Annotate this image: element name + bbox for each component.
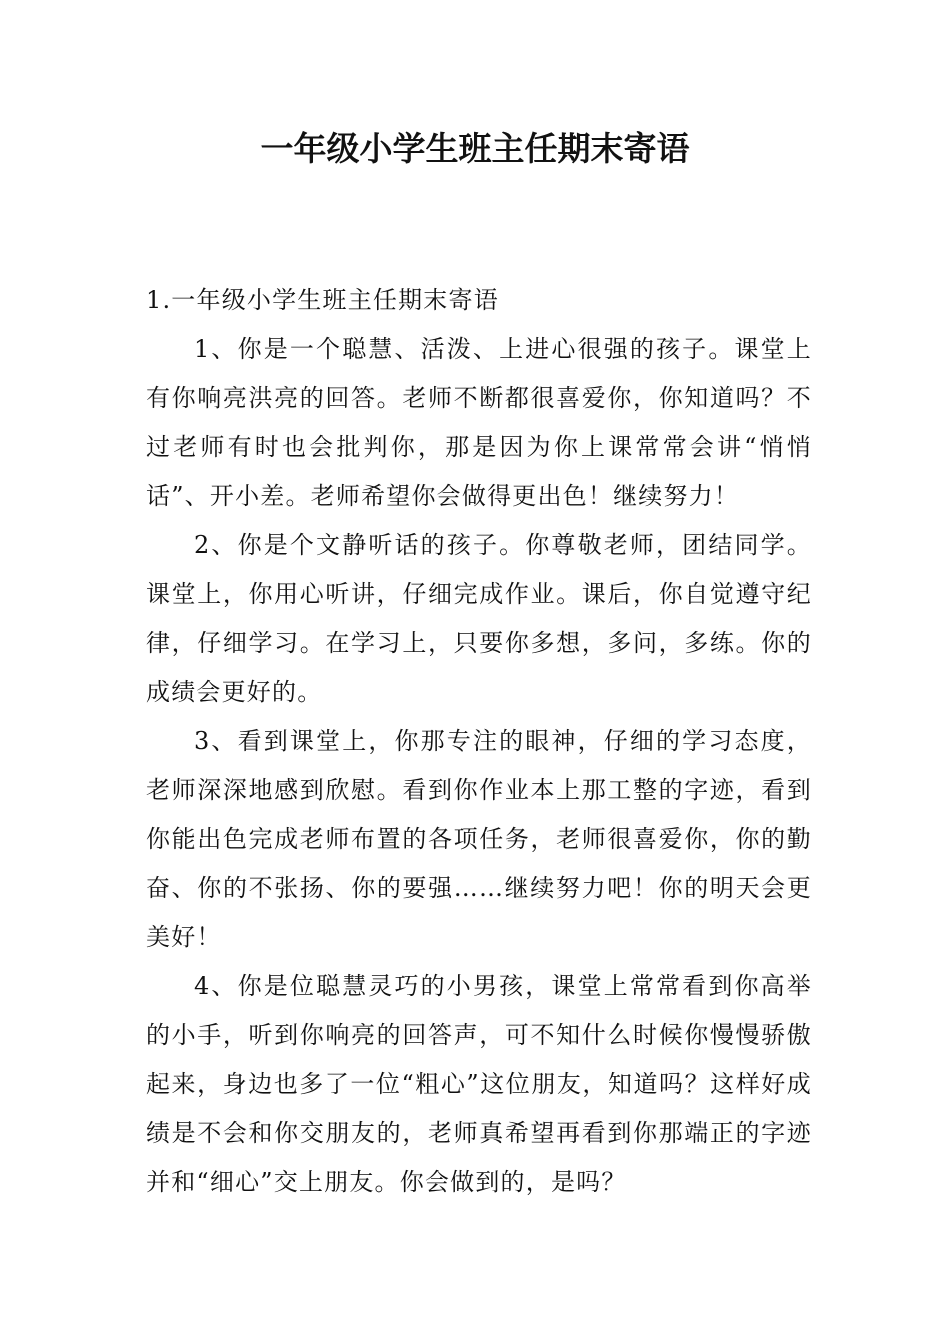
section-heading: 1.一年级小学生班主任期末寄语	[146, 286, 499, 314]
document-title: 一年级小学生班主任期末寄语	[260, 129, 690, 168]
paragraph-1: 1、你是一个聪慧、活泼、上进心很强的孩子。课堂上有你响亮洪亮的回答。老师不断都很喜爱你，你知道吗？不过老师有时也会批判你，那是因为你上课常常会讲“悄悄话”、开小差。老师希望你会做得更出色！继续努力！	[146, 335, 812, 510]
paragraph-4: 4、你是位聪慧灵巧的小男孩，课堂上常常看到你高举的小手，听到你响亮的回答声，可不知什么时候你慢慢骄傲起来，身边也多了一位“粗心”这位朋友，知道吗？这样好成绩是不会和你交朋友的，老师真希望再看到你那端正的字迹并和“细心”交上朋友。你会做到的，是吗？	[146, 972, 812, 1196]
paragraph-3: 3、看到课堂上，你那专注的眼神，仔细的学习态度，老师深深地感到欣慰。看到你作业本上那工整的字迹，看到你能出色完成老师布置的各项任务，老师很喜爱你，你的勤奋、你的不张扬、你的要强……继续努力吧！你的明天会更美好！	[146, 727, 812, 951]
document-body	[146, 276, 812, 1207]
paragraph-2: 2、你是个文静听话的孩子。你尊敬老师，团结同学。课堂上，你用心听讲，仔细完成作业。课后，你自觉遵守纪律，仔细学习。在学习上，只要你多想，多问，多练。你的成绩会更好的。	[146, 531, 812, 706]
